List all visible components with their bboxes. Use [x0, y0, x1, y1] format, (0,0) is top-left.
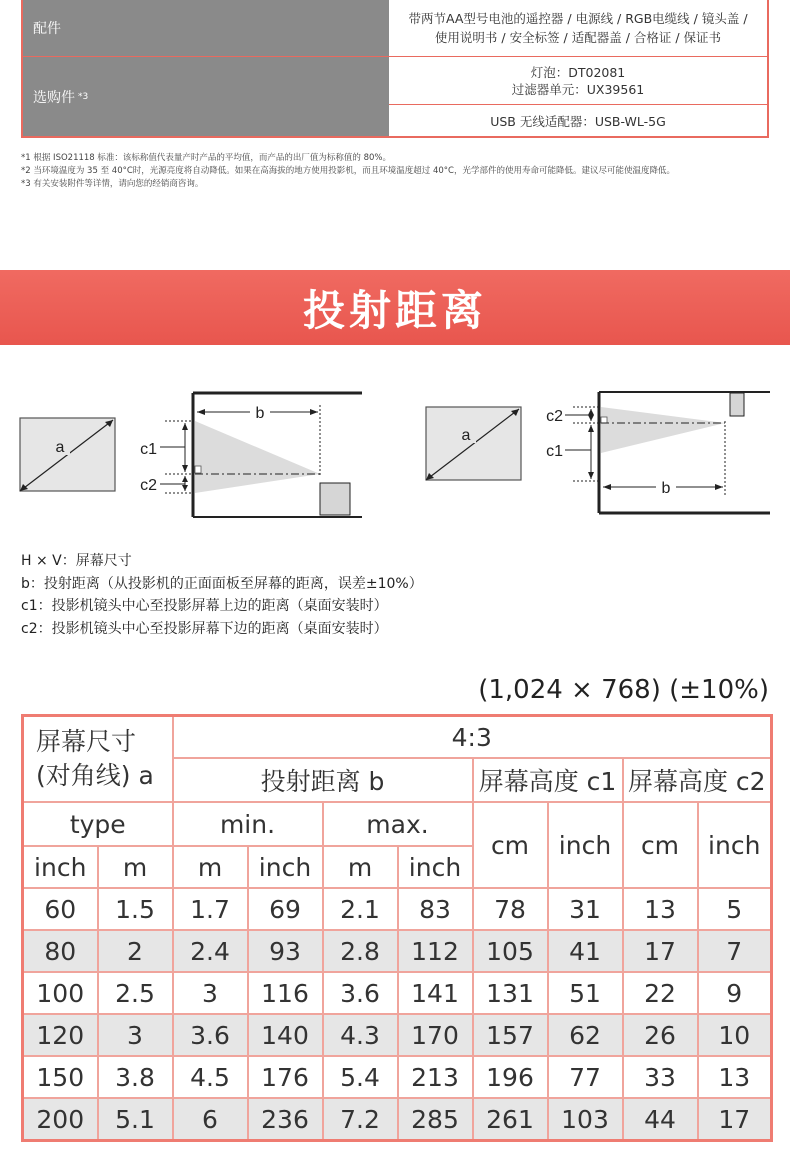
table-cell: 2.1	[323, 888, 398, 930]
label-c1: c1	[140, 441, 157, 458]
throw-diagram-desk	[0, 385, 380, 525]
header-m: m	[323, 846, 398, 888]
projector	[320, 483, 350, 515]
spec-table	[21, 0, 769, 138]
table-cell: 17	[623, 930, 698, 972]
table-cell: 83	[398, 888, 473, 930]
table-cell: 213	[398, 1056, 473, 1098]
spec-row-accessories	[23, 0, 767, 56]
legend-line: c1：投影机镜头中心至投影屏幕上边的距离（桌面安装时）	[21, 598, 388, 614]
table-cell: 285	[398, 1098, 473, 1141]
footnote: *1 根据 ISO21118 标准：该标称值代表量产时产品的平均值，而产品的出厂值为标称值的 80%。	[21, 153, 391, 163]
spec-label-options: 选购件 *3	[23, 57, 389, 136]
spec-value-line: USB 无线适配器：USB-WL-5G	[490, 113, 666, 129]
table-cell: 3.8	[98, 1056, 173, 1098]
table-cell: 176	[248, 1056, 323, 1098]
table-cell: 22	[623, 972, 698, 1014]
table-cell: 150	[23, 1056, 98, 1098]
table-cell: 2	[98, 930, 173, 972]
table-cell: 78	[473, 888, 548, 930]
header-inch: inch	[23, 846, 98, 888]
spec-value-line: 使用说明书 / 安全标签 / 适配器盖 / 合格证 / 保证书	[434, 30, 722, 45]
table-cell: 4.5	[173, 1056, 248, 1098]
header-screen-height-c1: 屏幕高度 c1	[473, 758, 623, 802]
table-cell: 200	[23, 1098, 98, 1141]
label-c2: c2	[140, 477, 157, 494]
section-banner	[0, 270, 790, 345]
table-cell: 60	[23, 888, 98, 930]
table-cell: 120	[23, 1014, 98, 1056]
header-screen-height-c2: 屏幕高度 c2	[623, 758, 772, 802]
table-cell: 100	[23, 972, 98, 1014]
table-cell: 2.8	[323, 930, 398, 972]
diagram-legend	[21, 550, 423, 640]
footnote: *2 当环境温度为 35 至 40°C时，光源亮度将自动降低。如果在高海拔的地方使用投影机，而且环境温度超过 40°C，光学部件的使用寿命可能降低。建议尽可能使温度降低。	[21, 166, 675, 176]
header-screen-size: 屏幕尺寸 (对角线) a	[23, 716, 173, 803]
header-max: max.	[323, 802, 473, 846]
table-cell: 2.4	[173, 930, 248, 972]
table-cell: 157	[473, 1014, 548, 1056]
header-inch: inch	[398, 846, 473, 888]
table-cell: 261	[473, 1098, 548, 1141]
table-cell: 31	[548, 888, 623, 930]
header-type: type	[23, 802, 173, 846]
footnote: *3 有关安装附件等详情，请向您的经销商咨询。	[21, 179, 204, 189]
table-cell: 236	[248, 1098, 323, 1141]
table-cell: 80	[23, 930, 98, 972]
table-row	[23, 1098, 772, 1141]
label-b: b	[661, 480, 671, 497]
table-cell: 5.1	[98, 1098, 173, 1141]
table-cell: 170	[398, 1014, 473, 1056]
table-row	[23, 1056, 772, 1098]
table-cell: 62	[548, 1014, 623, 1056]
spec-label-accessories: 配件	[23, 0, 389, 56]
table-cell: 3	[98, 1014, 173, 1056]
table-cell: 5.4	[323, 1056, 398, 1098]
header-inch: inch	[248, 846, 323, 888]
resolution-label: (1,024 × 768) (±10%)	[478, 675, 769, 705]
table-cell: 131	[473, 972, 548, 1014]
table-cell: 3.6	[323, 972, 398, 1014]
header-aspect-ratio: 4:3	[173, 716, 772, 759]
label-b: b	[255, 405, 265, 422]
section-title: 投射距离	[302, 285, 487, 335]
table-cell: 17	[698, 1098, 772, 1141]
table-cell: 26	[623, 1014, 698, 1056]
table-cell: 4.3	[323, 1014, 398, 1056]
table-cell: 44	[623, 1098, 698, 1141]
spec-value-line: 带两节AA型号电池的遥控器 / 电源线 / RGB电缆线 / 镜头盖 /	[408, 11, 748, 26]
label-c1: c1	[546, 443, 563, 460]
table-cell: 3.6	[173, 1014, 248, 1056]
table-row	[23, 1014, 772, 1056]
header-inch: inch	[548, 802, 623, 888]
spec-row-options	[23, 56, 767, 136]
label-c2: c2	[546, 408, 563, 425]
legend-line: c2：投影机镜头中心至投影屏幕下边的距离（桌面安装时）	[21, 620, 388, 637]
table-cell: 112	[398, 930, 473, 972]
label-a: a	[55, 439, 65, 456]
header-cm: cm	[473, 802, 548, 888]
table-cell: 6	[173, 1098, 248, 1141]
table-row	[23, 888, 772, 930]
legend-line: b：投射距离（从投影机的正面面板至屏幕的距离，误差±10%）	[21, 575, 423, 592]
table-cell: 105	[473, 930, 548, 972]
table-cell: 2.5	[98, 972, 173, 1014]
table-cell: 13	[698, 1056, 772, 1098]
table-cell: 1.5	[98, 888, 173, 930]
footnotes	[21, 152, 675, 191]
table-cell: 7.2	[323, 1098, 398, 1141]
throw-diagram-ceiling	[410, 385, 790, 525]
table-cell: 13	[623, 888, 698, 930]
table-cell: 77	[548, 1056, 623, 1098]
table-cell: 33	[623, 1056, 698, 1098]
table-cell: 196	[473, 1056, 548, 1098]
header-throw-distance: 投射距离 b	[173, 758, 473, 802]
table-cell: 103	[548, 1098, 623, 1141]
table-cell: 5	[698, 888, 772, 930]
table-cell: 41	[548, 930, 623, 972]
footnote-mark: *3	[78, 91, 89, 102]
legend-line: H × V：屏幕尺寸	[21, 553, 132, 569]
table-row	[23, 930, 772, 972]
table-cell: 3	[173, 972, 248, 1014]
header-m: m	[173, 846, 248, 888]
header-cm: cm	[623, 802, 698, 888]
table-body	[23, 888, 772, 1141]
table-cell: 140	[248, 1014, 323, 1056]
table-cell: 1.7	[173, 888, 248, 930]
label-a: a	[461, 427, 471, 444]
header-min: min.	[173, 802, 323, 846]
header-inch: inch	[698, 802, 772, 888]
header-m: m	[98, 846, 173, 888]
spec-value-line: 灯泡：DT02081	[530, 64, 626, 80]
throw-distance-table	[21, 714, 773, 1142]
projector	[730, 393, 744, 416]
table-cell: 69	[248, 888, 323, 930]
table-cell: 141	[398, 972, 473, 1014]
table-cell: 7	[698, 930, 772, 972]
table-cell: 93	[248, 930, 323, 972]
spec-value-line: 过滤器单元：UX39561	[511, 81, 645, 97]
table-cell: 51	[548, 972, 623, 1014]
table-cell: 116	[248, 972, 323, 1014]
table-cell: 10	[698, 1014, 772, 1056]
table-cell: 9	[698, 972, 772, 1014]
projection-beam	[195, 421, 320, 493]
projection-beam	[601, 407, 725, 453]
table-row	[23, 972, 772, 1014]
